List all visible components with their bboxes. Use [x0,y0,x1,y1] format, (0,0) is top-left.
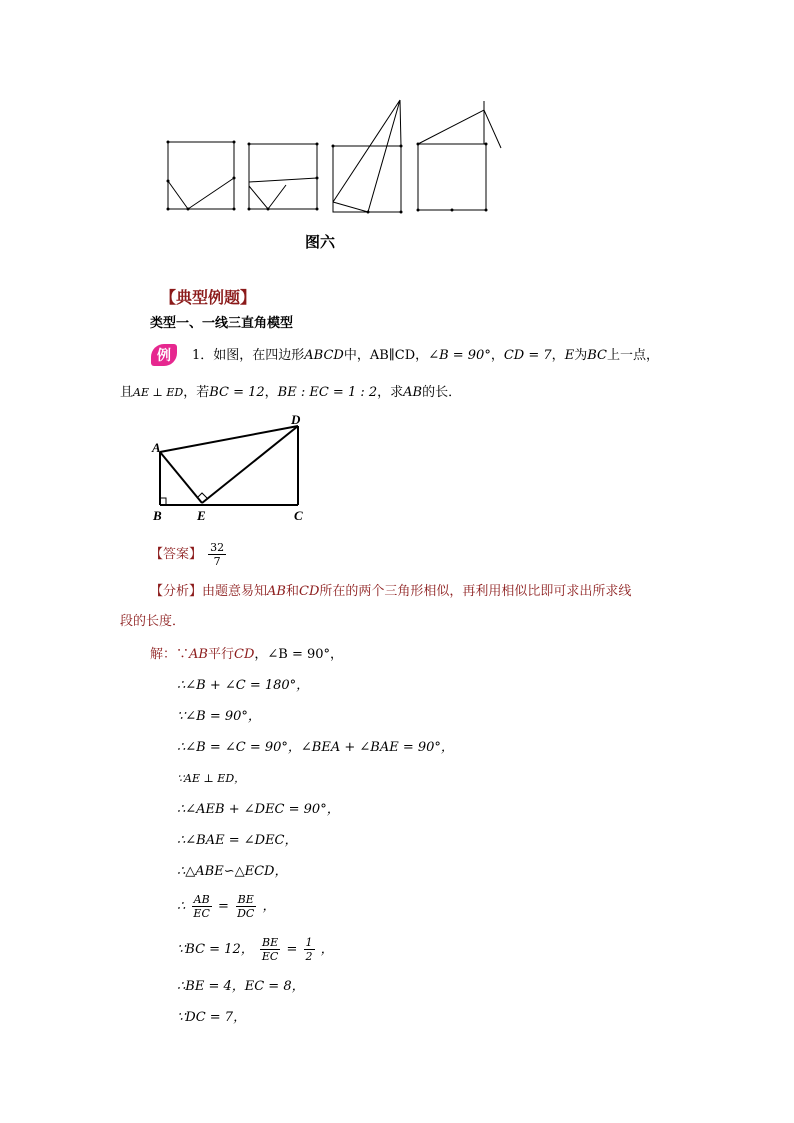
example-line-1: 1．如图，在四边形ABCD中，AB∥CD，∠B = 90°，CD = 7，E为BC上一点， [192,348,659,363]
fig2-triangle [249,185,286,209]
fig4-square [418,144,486,210]
fig1-fold [168,178,234,209]
solution-line-2: ∴∠B + ∠C = 180°， [177,678,310,693]
solution-line-5: ∵AE ⊥ ED， [177,772,246,785]
diagram-lines [160,426,298,505]
analysis-line-2: 段的长度． [120,614,186,629]
fig4-lines [418,110,501,148]
solution-line-12: ∵DC = 7， [177,1010,247,1025]
label-b: B [153,508,162,523]
solution-line-7: ∴∠BAE = ∠DEC， [177,833,298,848]
fig2-fold [249,178,317,182]
figure-six-diagrams [160,98,510,218]
label-e: E [197,508,206,523]
fig2-square [249,144,317,209]
solution-line-1: 解：∵AB平行CD，∠B = 90°， [150,647,344,662]
fig3-lines [333,100,400,212]
solution-line-11: ∴BE = 4，EC = 8， [177,979,305,994]
fig1-square [168,142,234,209]
fig3-square [333,146,401,212]
solution-line-10: ∵BC = 12， $\frac{BE}{EC}$ = $\frac{1}{2}$ ， [177,936,334,963]
solution-line-3: ∵∠B = 90°， [177,709,261,724]
label-d: D [291,412,301,427]
solution-line-9: ∴ $\frac{AB}{EC}$ = $\frac{BE}{DC}$ ， [177,893,276,920]
figure-caption: 图六 [305,233,336,251]
example-badge-icon: 例 [151,344,177,366]
section-title: 【典型例题】 [160,288,257,307]
quadrilateral-diagram [150,412,315,524]
answer-fraction: $\frac{32}{7}$ [210,541,225,568]
solution-line-8: ∴△ABE∽△ECD， [177,864,288,879]
label-c: C [294,508,303,523]
analysis-line-1: 【分析】由题意易知AB和CD所在的两个三角形相似，再利用相似比即可求出所求线 [150,584,632,599]
solution-line-4: ∴∠B = ∠C = 90°，∠BEA + ∠BAE = 90°， [177,740,454,755]
label-a: A [152,440,161,455]
answer-label: 【答案】 [150,547,203,562]
example-line-2: 且AE ⊥ ED，若BC = 12，BE : EC = 1 : 2，求AB的长． [120,385,462,400]
answer-row [150,541,228,568]
type-title: 类型一、一线三直角模型 [150,316,294,331]
solution-line-6: ∴∠AEB + ∠DEC = 90°， [177,802,340,817]
